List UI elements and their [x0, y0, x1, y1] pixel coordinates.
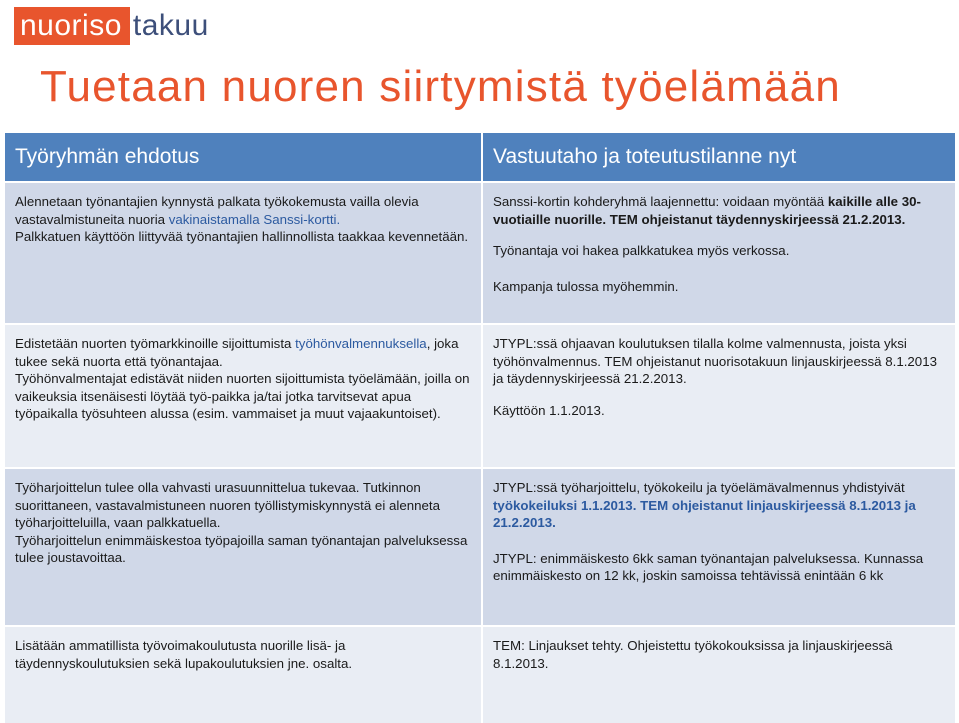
- nuorisotakuu-logo: [14, 4, 209, 48]
- cell-paragraph: Työnantaja voi hakea palkkatukea myös verkossa.: [493, 243, 790, 258]
- cell-proposal: [5, 626, 482, 723]
- cell-paragraph: TEM: Linjaukset tehty. Ohjeistettu työkokouksissa ja linjauskirjeessä 8.1.2013.: [493, 638, 893, 671]
- cell-paragraph: JTYPL:ssä ohjaavan koulutuksen tilalla kolme valmennusta, joista yksi työhönvalmennus. TEM ohjeistanut nuorisotakuun linjauskirjeessä 8.1.2013 ja täydennyskirjeessä 21.2.2013.: [493, 336, 937, 386]
- cell-paragraph: Sanssi-kortin kohderyhmä laajennettu: voidaan myöntää kaikille alle 30-vuotiaille nuorille. TEM ohjeistanut täydennyskirjeessä 21.2.2013.: [493, 194, 921, 227]
- cell-paragraph: Palkkatuen käyttöön liittyvää työnantajien hallinnollista taakkaa kevennetään.: [15, 229, 469, 244]
- header-proposal: Työryhmän ehdotus: [5, 133, 482, 182]
- page-title: Tuetaan nuoren siirtymistä työelämään: [40, 62, 841, 111]
- cell-paragraph: Työharjoittelun tulee olla vahvasti urasuunnittelua tukevaa. Tutkinnon suorittaneen, vastavalmistuneen nuoren työllistymiskynnystä ei alenneta työharjoitteluilla, vaan palkkatuella.: [15, 480, 440, 530]
- cell-paragraph: Käyttöön 1.1.2013.: [493, 402, 605, 418]
- table-row: [5, 468, 955, 626]
- logo-part2: takuu: [132, 9, 209, 42]
- logo-part1: nuoriso: [14, 7, 130, 45]
- cell-proposal: [5, 324, 482, 468]
- cell-proposal: [5, 468, 482, 626]
- cell-paragraph: Työhönvalmentajat edistävät niiden nuorten sijoittumista työelämään, joilla on vaikeuksia itsenäisesti löytää työ-paikka ja/tai jotka tarvitsevat apua työpaikalla työsuhteen alussa (esim. vammaiset ja muut vajaakuntoiset).: [15, 371, 470, 421]
- cell-paragraph: Kampanja tulossa myöhemmin.: [493, 278, 679, 294]
- table-row: [5, 626, 955, 723]
- cell-status: [482, 468, 955, 626]
- table-row: [5, 324, 955, 468]
- cell-paragraph: JTYPL:ssä työharjoittelu, työkokeilu ja työelämävalmennus yhdistyivät työkokeiluksi 1.1.2013. TEM ohjeistanut linjauskirjeessä 8.1.2013 ja 21.2.2013.: [493, 480, 916, 530]
- cell-paragraph: Edistetään nuorten työmarkkinoille sijoittumista työhönvalmennuksella, joka tukee sekä nuorta että työnantajaa.: [15, 336, 459, 369]
- cell-paragraph: Alennetaan työnantajien kynnystä palkata työkokemusta vailla olevia vastavalmistuneita nuoria vakinaistamalla Sanssi-kortti.: [15, 194, 419, 227]
- cell-status: [482, 182, 955, 324]
- cell-status: [482, 626, 955, 723]
- header-status: Vastuutaho ja toteutustilanne nyt: [482, 133, 955, 182]
- cell-paragraph: Työharjoittelun enimmäiskestoa työpajoilla saman työnantajan palveluksessa tulee joustavoittaa.: [15, 532, 468, 565]
- table-row: [5, 182, 955, 324]
- proposal-table: [5, 133, 955, 723]
- cell-paragraph: JTYPL: enimmäiskesto 6kk saman työnantajan palveluksessa. Kunnassa enimmäiskesto on 12 kk, joskin samoissa tehtävissä enintään 6 kk: [493, 550, 924, 583]
- cell-status: [482, 324, 955, 468]
- cell-paragraph: Lisätään ammatillista työvoimakoulutusta nuorille lisä- ja täydennyskoulutuksien sekä lupakoulutuksien jne. osalta.: [15, 638, 353, 671]
- cell-proposal: [5, 182, 482, 324]
